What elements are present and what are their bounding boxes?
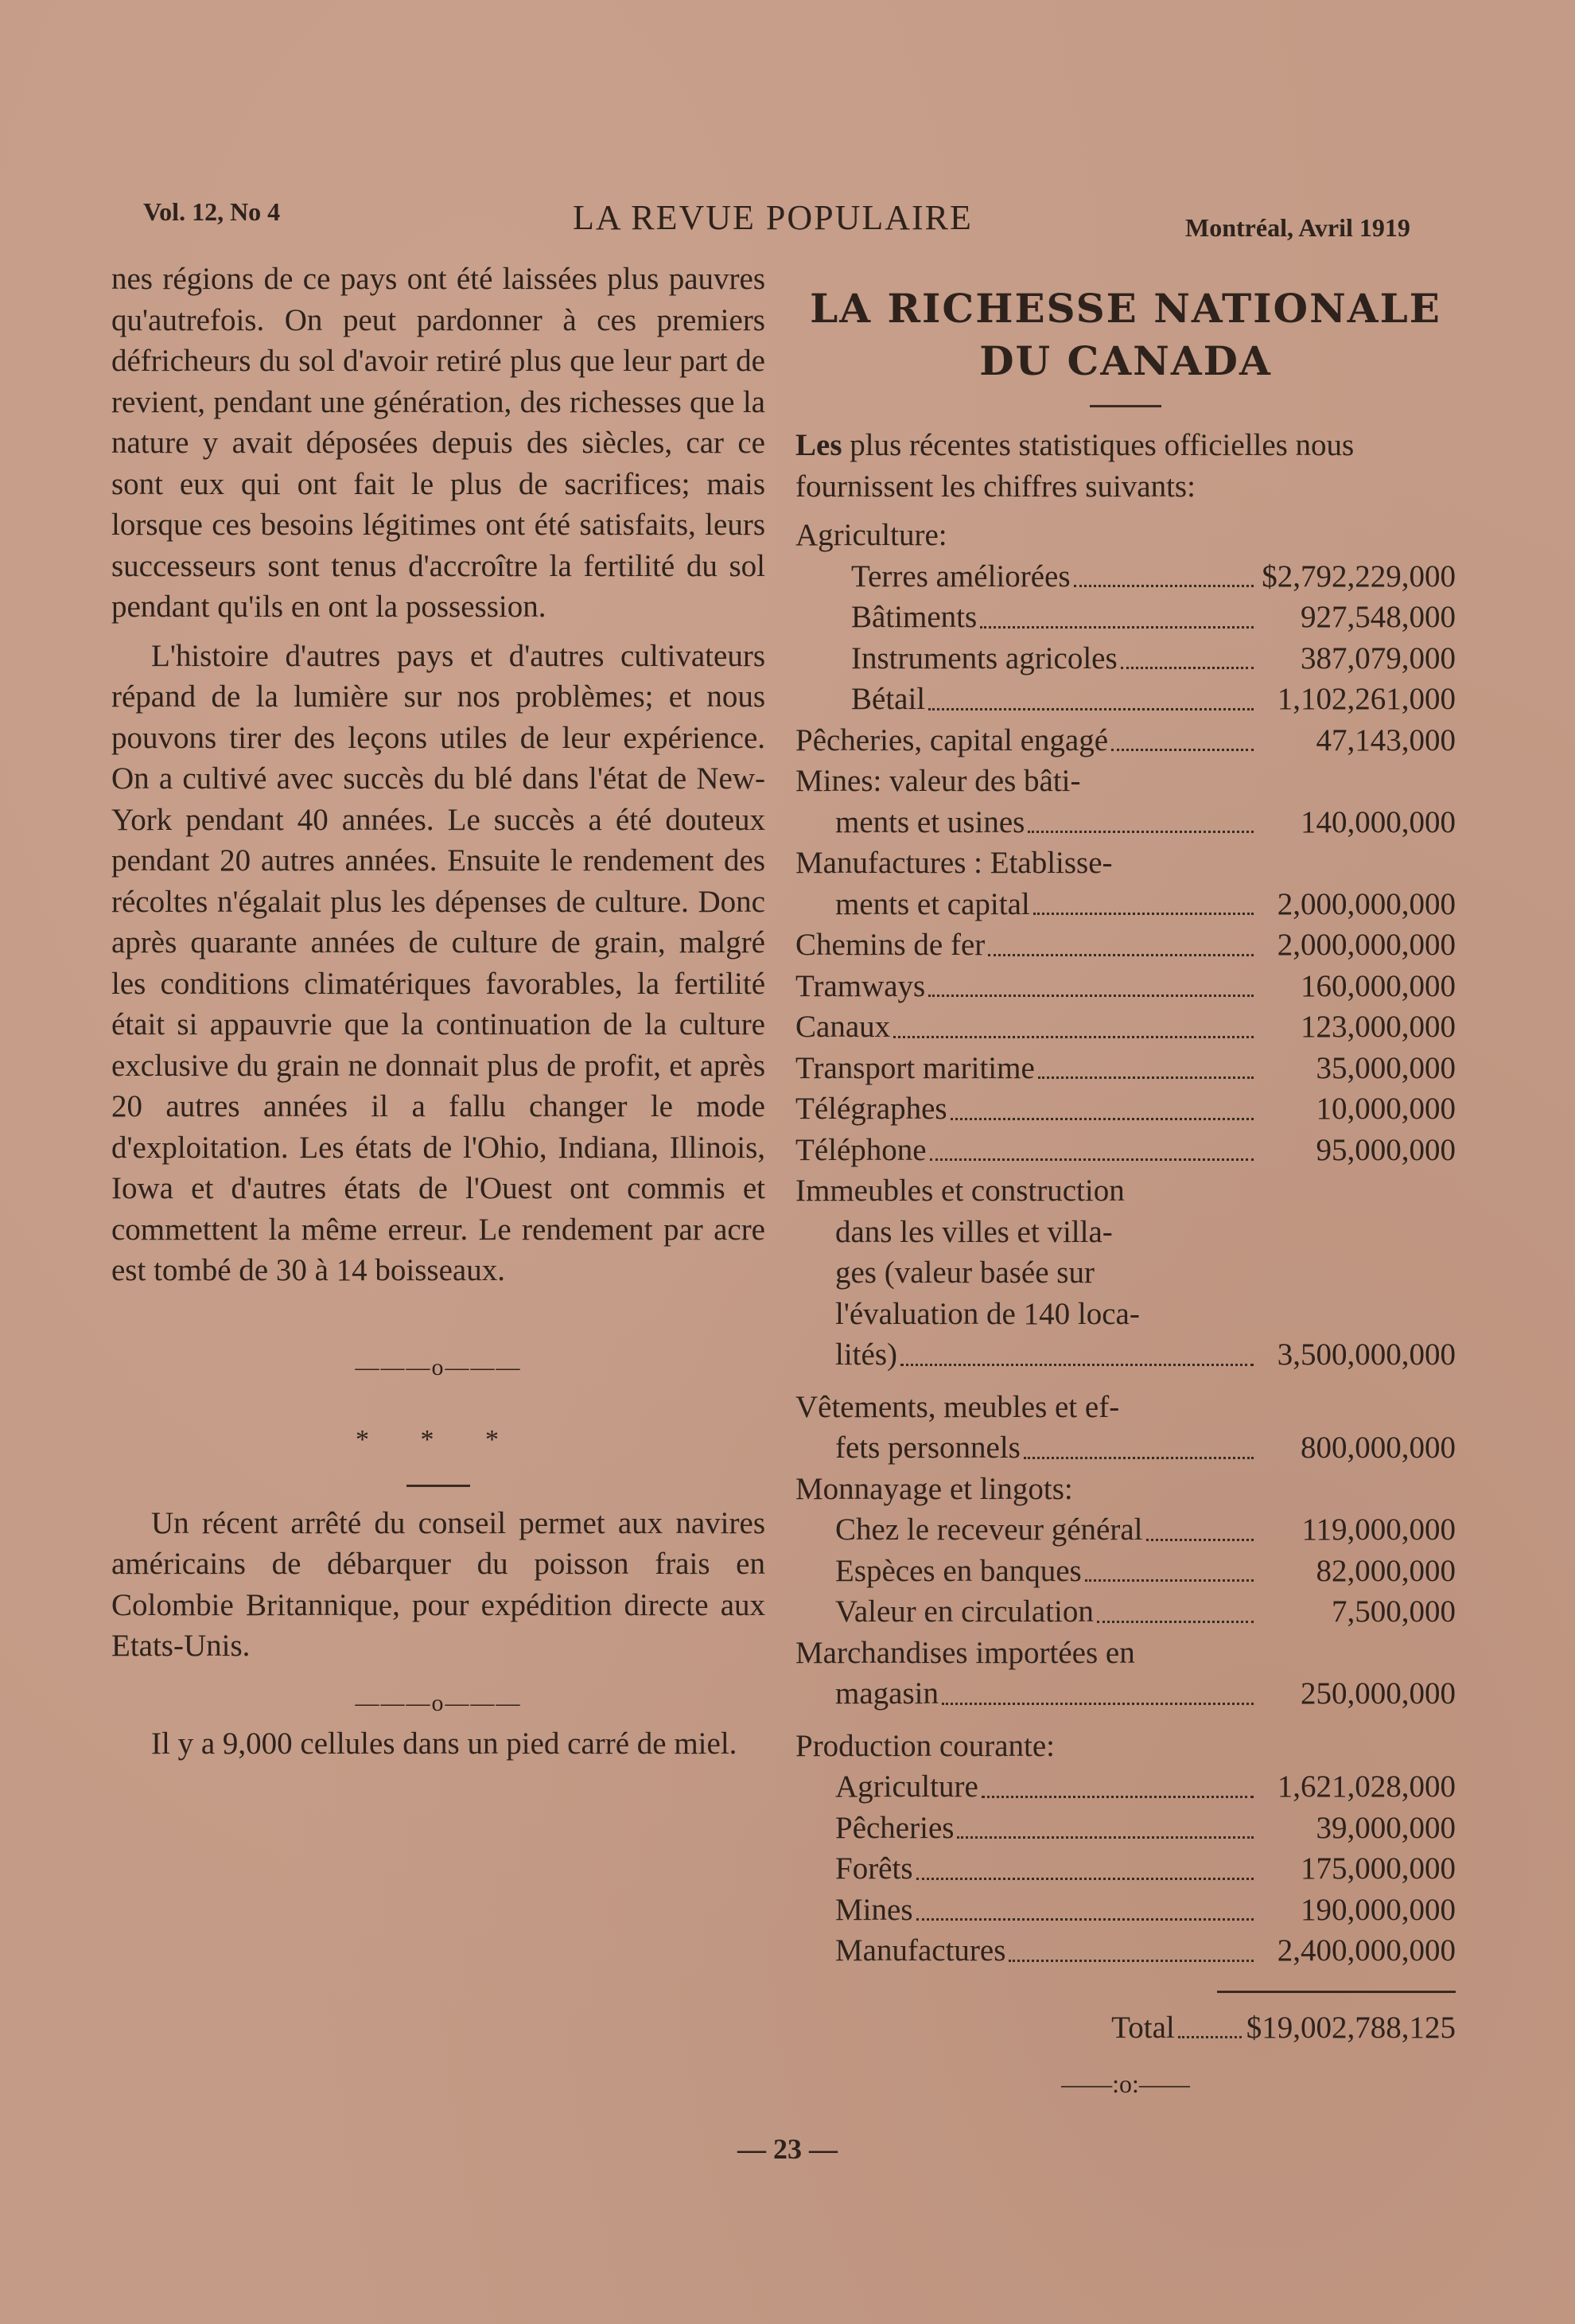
asterism: * * * — [356, 1425, 521, 1454]
stat-row-immeubles — [795, 1170, 1456, 1376]
volume-number: Vol. 12, No 4 — [143, 197, 281, 226]
production-label: Pêcheries — [835, 1810, 955, 1845]
agriculture-label: Bâtiments — [851, 600, 978, 634]
fisheries-value: 47,143,000 — [1316, 722, 1456, 757]
infrastructure-value: 10,000,000 — [1316, 1092, 1456, 1126]
infrastructure-value: 2,000,000,000 — [1277, 928, 1456, 962]
vetements-label-line2: fets personnels — [835, 1431, 1021, 1465]
paragraph-fish-notice: Un récent arrêté du conseil permet aux navires américains de débarquer du poisson frais en Colombie Britannique, pour expédition directe aux Etats-Unis. — [111, 1505, 765, 1663]
agriculture-items — [795, 556, 1456, 720]
agriculture-label: Terres améliorées — [851, 559, 1071, 594]
monnayage-value: 82,000,000 — [1316, 1553, 1456, 1588]
article-title — [795, 282, 1456, 387]
agriculture-label: Instruments agricoles — [851, 640, 1118, 675]
title-divider — [1090, 405, 1161, 407]
stat-row-mines — [795, 761, 1456, 843]
infrastructure-label: Tramways — [795, 968, 926, 1003]
production-value: 1,621,028,000 — [1277, 1769, 1456, 1804]
infrastructure-row — [795, 1130, 1456, 1171]
production-value: 2,400,000,000 — [1277, 1933, 1456, 1968]
mines-label-line2: ments et usines — [835, 804, 1025, 839]
stat-row-manufactures — [795, 843, 1456, 925]
production-row — [795, 1766, 1456, 1808]
right-column — [795, 259, 1456, 2105]
total-rule — [1217, 1991, 1456, 1993]
vetements-label-line1: Vêtements, meubles et ef- — [795, 1389, 1120, 1424]
article-title-line1: LA RICHESSE NATIONALE — [810, 285, 1441, 332]
production-row — [795, 1930, 1456, 1972]
infrastructure-label: Téléphone — [795, 1132, 927, 1167]
statistics-table — [795, 515, 1456, 2105]
production-heading: Production courante: — [795, 1728, 1055, 1763]
infrastructure-row — [795, 925, 1456, 966]
page-number: — 23 — — [737, 2133, 838, 2165]
monnayage-items — [795, 1509, 1456, 1633]
marchandises-label-line1: Marchandises importées en — [795, 1635, 1135, 1670]
monnayage-row — [795, 1551, 1456, 1592]
manufactures-label-line2: ments et capital — [835, 886, 1030, 921]
monnayage-label: Chez le receveur général — [835, 1512, 1143, 1547]
manufactures-label-line1: Manufactures : Etablisse- — [795, 846, 1113, 880]
monnayage-label: Espèces en banques — [835, 1553, 1082, 1588]
agriculture-value: $2,792,229,000 — [1262, 559, 1456, 594]
infrastructure-row — [795, 1048, 1456, 1089]
journal-title: LA REVUE POPULAIRE — [573, 198, 973, 237]
agriculture-row — [795, 679, 1456, 720]
infrastructure-value: 160,000,000 — [1301, 968, 1456, 1003]
marchandises-label-line2: magasin — [835, 1676, 939, 1711]
infrastructure-label: Transport maritime — [795, 1050, 1035, 1085]
infrastructure-items — [795, 925, 1456, 1170]
mines-label-line1: Mines: valeur des bâti- — [795, 764, 1081, 798]
article-title-line2: DU CANADA — [979, 337, 1272, 384]
immeubles-label-line4: l'évaluation de 140 loca- — [835, 1296, 1140, 1331]
infrastructure-value: 35,000,000 — [1316, 1050, 1456, 1085]
agriculture-value: 387,079,000 — [1301, 640, 1456, 675]
monnayage-label: Valeur en circulation — [835, 1594, 1094, 1629]
production-items — [795, 1766, 1456, 1972]
manufactures-value: 2,000,000,000 — [1277, 886, 1456, 921]
intro-initial: Les — [795, 428, 842, 462]
fisheries-items — [795, 720, 1456, 761]
production-label: Mines — [835, 1892, 913, 1927]
fisheries-label: Pêcheries, capital engagé — [795, 722, 1109, 757]
production-row — [795, 1848, 1456, 1890]
production-label: Forêts — [835, 1851, 913, 1886]
infrastructure-label: Canaux — [795, 1010, 891, 1044]
paragraph-honey-cells: Il y a 9,000 cellules dans un pied carré de miel. — [151, 1726, 737, 1761]
paragraph-history: L'histoire d'autres pays et d'autres cultivateurs répand de la lumière sur nos problèmes; et nous pouvons tirer des leçons utiles de leur expérience. On a cultivé avec succès du blé dans l'état de New-York pendant 40 années. Le succès a été douteux pendant 20 autres années. Ensuite le rendement des récoltes n'égalait plus les dépenses de culture. Donc après quarante années de culture de grain, malgré les conditions climatériques favorables, la fertilité était si appauvrie que la continuation de la culture exclusive du grain ne donnait plus de profit, et après 20 autres années il a fallu changer le mode d'exploitation. Les états de l'Ohio, Indiana, Illinois, Iowa et d'autres états de l'Ouest ont commis et commettent la même erreur. Le rendement par acre est tombé de 30 à 14 boisseaux. — [111, 638, 765, 1287]
agriculture-value: 1,102,261,000 — [1277, 682, 1456, 716]
page-header — [143, 197, 1456, 245]
immeubles-label-line5: lités) — [835, 1337, 897, 1372]
production-value: 39,000,000 — [1316, 1810, 1456, 1845]
infrastructure-value: 123,000,000 — [1301, 1010, 1456, 1044]
intro-text: plus récentes statistiques officielles nous fournissent les chiffres suivants: — [795, 428, 1355, 504]
agriculture-value: 927,548,000 — [1301, 600, 1456, 634]
monnayage-row — [795, 1591, 1456, 1633]
production-label: Manufactures — [835, 1933, 1006, 1968]
marchandises-value: 250,000,000 — [1301, 1676, 1456, 1711]
agriculture-row — [795, 556, 1456, 598]
monnayage-heading: Monnayage et lingots: — [795, 1471, 1073, 1506]
immeubles-label-line2: dans les villes et villa- — [835, 1214, 1113, 1249]
article-intro — [795, 425, 1456, 507]
agriculture-label: Bétail — [851, 682, 926, 716]
monnayage-value: 119,000,000 — [1301, 1512, 1456, 1547]
total-row — [795, 2007, 1456, 2049]
agriculture-row — [795, 638, 1456, 679]
fisheries-row — [795, 720, 1456, 761]
divider — [406, 1485, 470, 1487]
monnayage-value: 7,500,000 — [1332, 1594, 1456, 1629]
infrastructure-row — [795, 966, 1456, 1007]
production-row — [795, 1890, 1456, 1931]
end-separator: ——:o:—— — [1061, 2069, 1190, 2098]
total-label: Total — [1111, 2010, 1175, 2045]
infrastructure-value: 95,000,000 — [1316, 1132, 1456, 1167]
immeubles-label-line1: Immeubles et construction — [795, 1174, 1125, 1208]
immeubles-label-line3: ges (valeur basée sur — [835, 1255, 1095, 1290]
infrastructure-label: Chemins de fer — [795, 928, 986, 962]
stat-row-vetements — [795, 1387, 1456, 1469]
infrastructure-row — [795, 1006, 1456, 1048]
production-label: Agriculture — [835, 1769, 978, 1804]
agriculture-row — [795, 597, 1456, 638]
infrastructure-label: Télégraphes — [795, 1092, 947, 1126]
production-row — [795, 1808, 1456, 1849]
stat-row-marchandises — [795, 1633, 1456, 1715]
left-column — [111, 259, 765, 1765]
production-value: 190,000,000 — [1301, 1892, 1456, 1927]
monnayage-row — [795, 1509, 1456, 1551]
immeubles-value: 3,500,000,000 — [1277, 1337, 1456, 1372]
mines-value: 140,000,000 — [1301, 804, 1456, 839]
total-value: $19,002,788,125 — [1246, 2010, 1456, 2045]
agriculture-heading: Agriculture: — [795, 518, 947, 552]
section-separator-2: ———o——— — [355, 1689, 522, 1716]
section-separator: ———o——— — [355, 1353, 522, 1380]
production-value: 175,000,000 — [1301, 1851, 1456, 1886]
vetements-value: 800,000,000 — [1301, 1431, 1456, 1465]
infrastructure-row — [795, 1088, 1456, 1130]
paragraph-continuation: nes régions de ce pays ont été laissées plus pauvres qu'autrefois. On peut pardonner à ces premiers défricheurs du sol d'avoir retiré plus que leur part de revient, pendant une génération, des richesses que la nature y avait déposées depuis des siècles, car ce sont eux qui ont fait le plus de sacrifices; mais lorsque ces besoins légitimes ont été satisfaits, leurs successeurs sont tenus d'accroître la fertilité du sol pendant qu'ils en ont la possession. — [111, 262, 765, 624]
issue-date: Montréal, Avril 1919 — [1185, 213, 1410, 242]
